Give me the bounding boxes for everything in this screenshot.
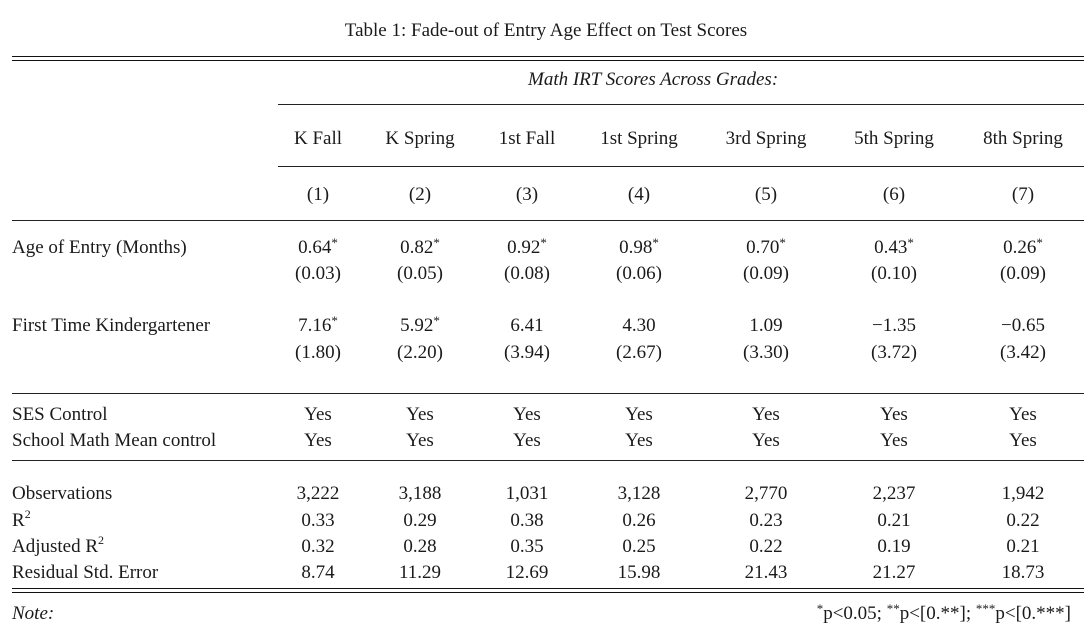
r2-value-1: 0.33 (301, 510, 335, 531)
note-label: Note: (12, 603, 55, 624)
residual-std-error-value-6: 21.27 (872, 562, 916, 583)
ses-control-value-2: Yes (406, 404, 434, 425)
column-header-1: K Fall (293, 128, 343, 149)
ses-control-value-1: Yes (304, 404, 332, 425)
first-time-k-coef-1: 7.16* (298, 313, 338, 336)
age-entry-se-6: (0.10) (871, 263, 917, 284)
column-number-6: (6) (882, 184, 906, 205)
adjusted-r2-value-7: 0.21 (1006, 536, 1040, 557)
age-entry-coef-5: 0.70* (746, 235, 786, 258)
column-number-3: (3) (515, 184, 539, 205)
residual-std-error-value-5: 21.43 (744, 562, 788, 583)
adjusted-r2-value-3: 0.35 (510, 536, 544, 557)
column-header-2: K Spring (385, 128, 455, 149)
adjusted-r2-value-4: 0.25 (622, 536, 656, 557)
ses-control-value-5: Yes (752, 404, 780, 425)
ses-control-value-3: Yes (513, 404, 541, 425)
ses-control-value-4: Yes (625, 404, 653, 425)
ses-control-value-7: Yes (1009, 404, 1037, 425)
r2-value-2: 0.29 (403, 510, 437, 531)
top-rule (12, 56, 1084, 57)
first-time-k-se-3: (3.94) (504, 342, 550, 363)
residual-std-error-value-4: 15.98 (617, 562, 661, 583)
age-entry-se-2: (0.05) (397, 263, 443, 284)
residual-std-error-value-1: 8.74 (301, 562, 335, 583)
age-entry-coef-7: 0.26* (1003, 235, 1043, 258)
observations-value-4: 3,128 (617, 483, 661, 504)
row-label-rse: Residual Std. Error (12, 562, 159, 583)
first-time-k-se-7: (3.42) (1000, 342, 1046, 363)
column-number-1: (1) (306, 184, 330, 205)
adjusted-r2-value-2: 0.28 (403, 536, 437, 557)
school-math-value-4: Yes (625, 430, 653, 451)
first-time-k-se-4: (2.67) (616, 342, 662, 363)
school-math-value-7: Yes (1009, 430, 1037, 451)
r2-value-5: 0.23 (749, 510, 783, 531)
first-time-k-se-1: (1.80) (295, 342, 341, 363)
age-entry-coef-4: 0.98* (619, 235, 659, 258)
age-entry-se-3: (0.08) (504, 263, 550, 284)
significance-note: *p<0.05; **p<[0.**]; ***p<[0.***] (816, 601, 1071, 624)
row-label-age-entry: Age of Entry (Months) (12, 237, 187, 258)
stats-top-rule (12, 460, 1084, 461)
column-header-4: 1st Spring (600, 128, 678, 149)
age-entry-se-1: (0.03) (295, 263, 341, 284)
column-number-7: (7) (1011, 184, 1035, 205)
column-number-4: (4) (627, 184, 651, 205)
column-header-7: 8th Spring (983, 128, 1063, 149)
r2-value-7: 0.22 (1006, 510, 1040, 531)
row-label-ses-control: SES Control (12, 404, 108, 425)
residual-std-error-value-3: 12.69 (505, 562, 549, 583)
observations-value-1: 3,222 (296, 483, 340, 504)
column-header-3: 1st Fall (498, 128, 556, 149)
row-label-r2: $R^2$ (12, 506, 31, 531)
first-time-k-coef-3: 6.41 (510, 315, 544, 336)
group-header-rule (278, 104, 1084, 105)
observations-value-7: 1,942 (1001, 483, 1045, 504)
header-bottom-rule (12, 220, 1084, 221)
row-label-first-time-k: First Time Kindergartener (12, 315, 211, 336)
residual-std-error-value-7: 18.73 (1001, 562, 1045, 583)
residual-std-error-value-2: 11.29 (398, 562, 442, 583)
r2-value-6: 0.21 (877, 510, 911, 531)
age-entry-coef-6: 0.43* (874, 235, 914, 258)
first-time-k-coef-5: 1.09 (749, 315, 783, 336)
column-number-5: (5) (754, 184, 778, 205)
age-entry-se-4: (0.06) (616, 263, 662, 284)
row-label-school-math: School Math Mean control (12, 430, 217, 451)
row-label-observations: Observations (12, 483, 113, 504)
table-caption: Table 1: Fade-out of Entry Age Effect on Test Scores (344, 20, 748, 41)
r2-value-4: 0.26 (622, 510, 656, 531)
school-math-value-3: Yes (513, 430, 541, 451)
school-math-value-2: Yes (406, 430, 434, 451)
school-math-value-6: Yes (880, 430, 908, 451)
observations-value-6: 2,237 (872, 483, 916, 504)
first-time-k-se-5: (3.30) (743, 342, 789, 363)
r2-value-3: 0.38 (510, 510, 544, 531)
first-time-k-se-2: (2.20) (397, 342, 443, 363)
column-header-6: 5th Spring (854, 128, 934, 149)
column-number-2: (2) (408, 184, 432, 205)
observations-value-5: 2,770 (744, 483, 788, 504)
school-math-value-5: Yes (752, 430, 780, 451)
bottom-rule-second (12, 592, 1084, 593)
first-time-k-coef-6: −1.35 (872, 315, 916, 336)
adjusted-r2-value-1: 0.32 (301, 536, 335, 557)
first-time-k-coef-7: −0.65 (1001, 315, 1045, 336)
first-time-k-coef-4: 4.30 (622, 315, 656, 336)
group-header: Math IRT Scores Across Grades: (528, 69, 779, 90)
age-entry-se-7: (0.09) (1000, 263, 1046, 284)
age-entry-se-5: (0.09) (743, 263, 789, 284)
column-names-rule (278, 166, 1084, 167)
observations-value-3: 1,031 (505, 483, 549, 504)
adjusted-r2-value-5: 0.22 (749, 536, 783, 557)
first-time-k-se-6: (3.72) (871, 342, 917, 363)
age-entry-coef-2: 0.82* (400, 235, 440, 258)
row-label-adj-r2: Adjusted $R^2$ (12, 532, 105, 557)
controls-top-rule (12, 393, 1084, 394)
first-time-k-coef-2: 5.92* (400, 313, 440, 336)
observations-value-2: 3,188 (398, 483, 442, 504)
ses-control-value-6: Yes (880, 404, 908, 425)
bottom-rule (12, 588, 1084, 589)
school-math-value-1: Yes (304, 430, 332, 451)
adjusted-r2-value-6: 0.19 (877, 536, 911, 557)
top-rule-second (12, 60, 1084, 61)
column-header-5: 3rd Spring (725, 128, 807, 149)
age-entry-coef-1: 0.64* (298, 235, 338, 258)
age-entry-coef-3: 0.92* (507, 235, 547, 258)
